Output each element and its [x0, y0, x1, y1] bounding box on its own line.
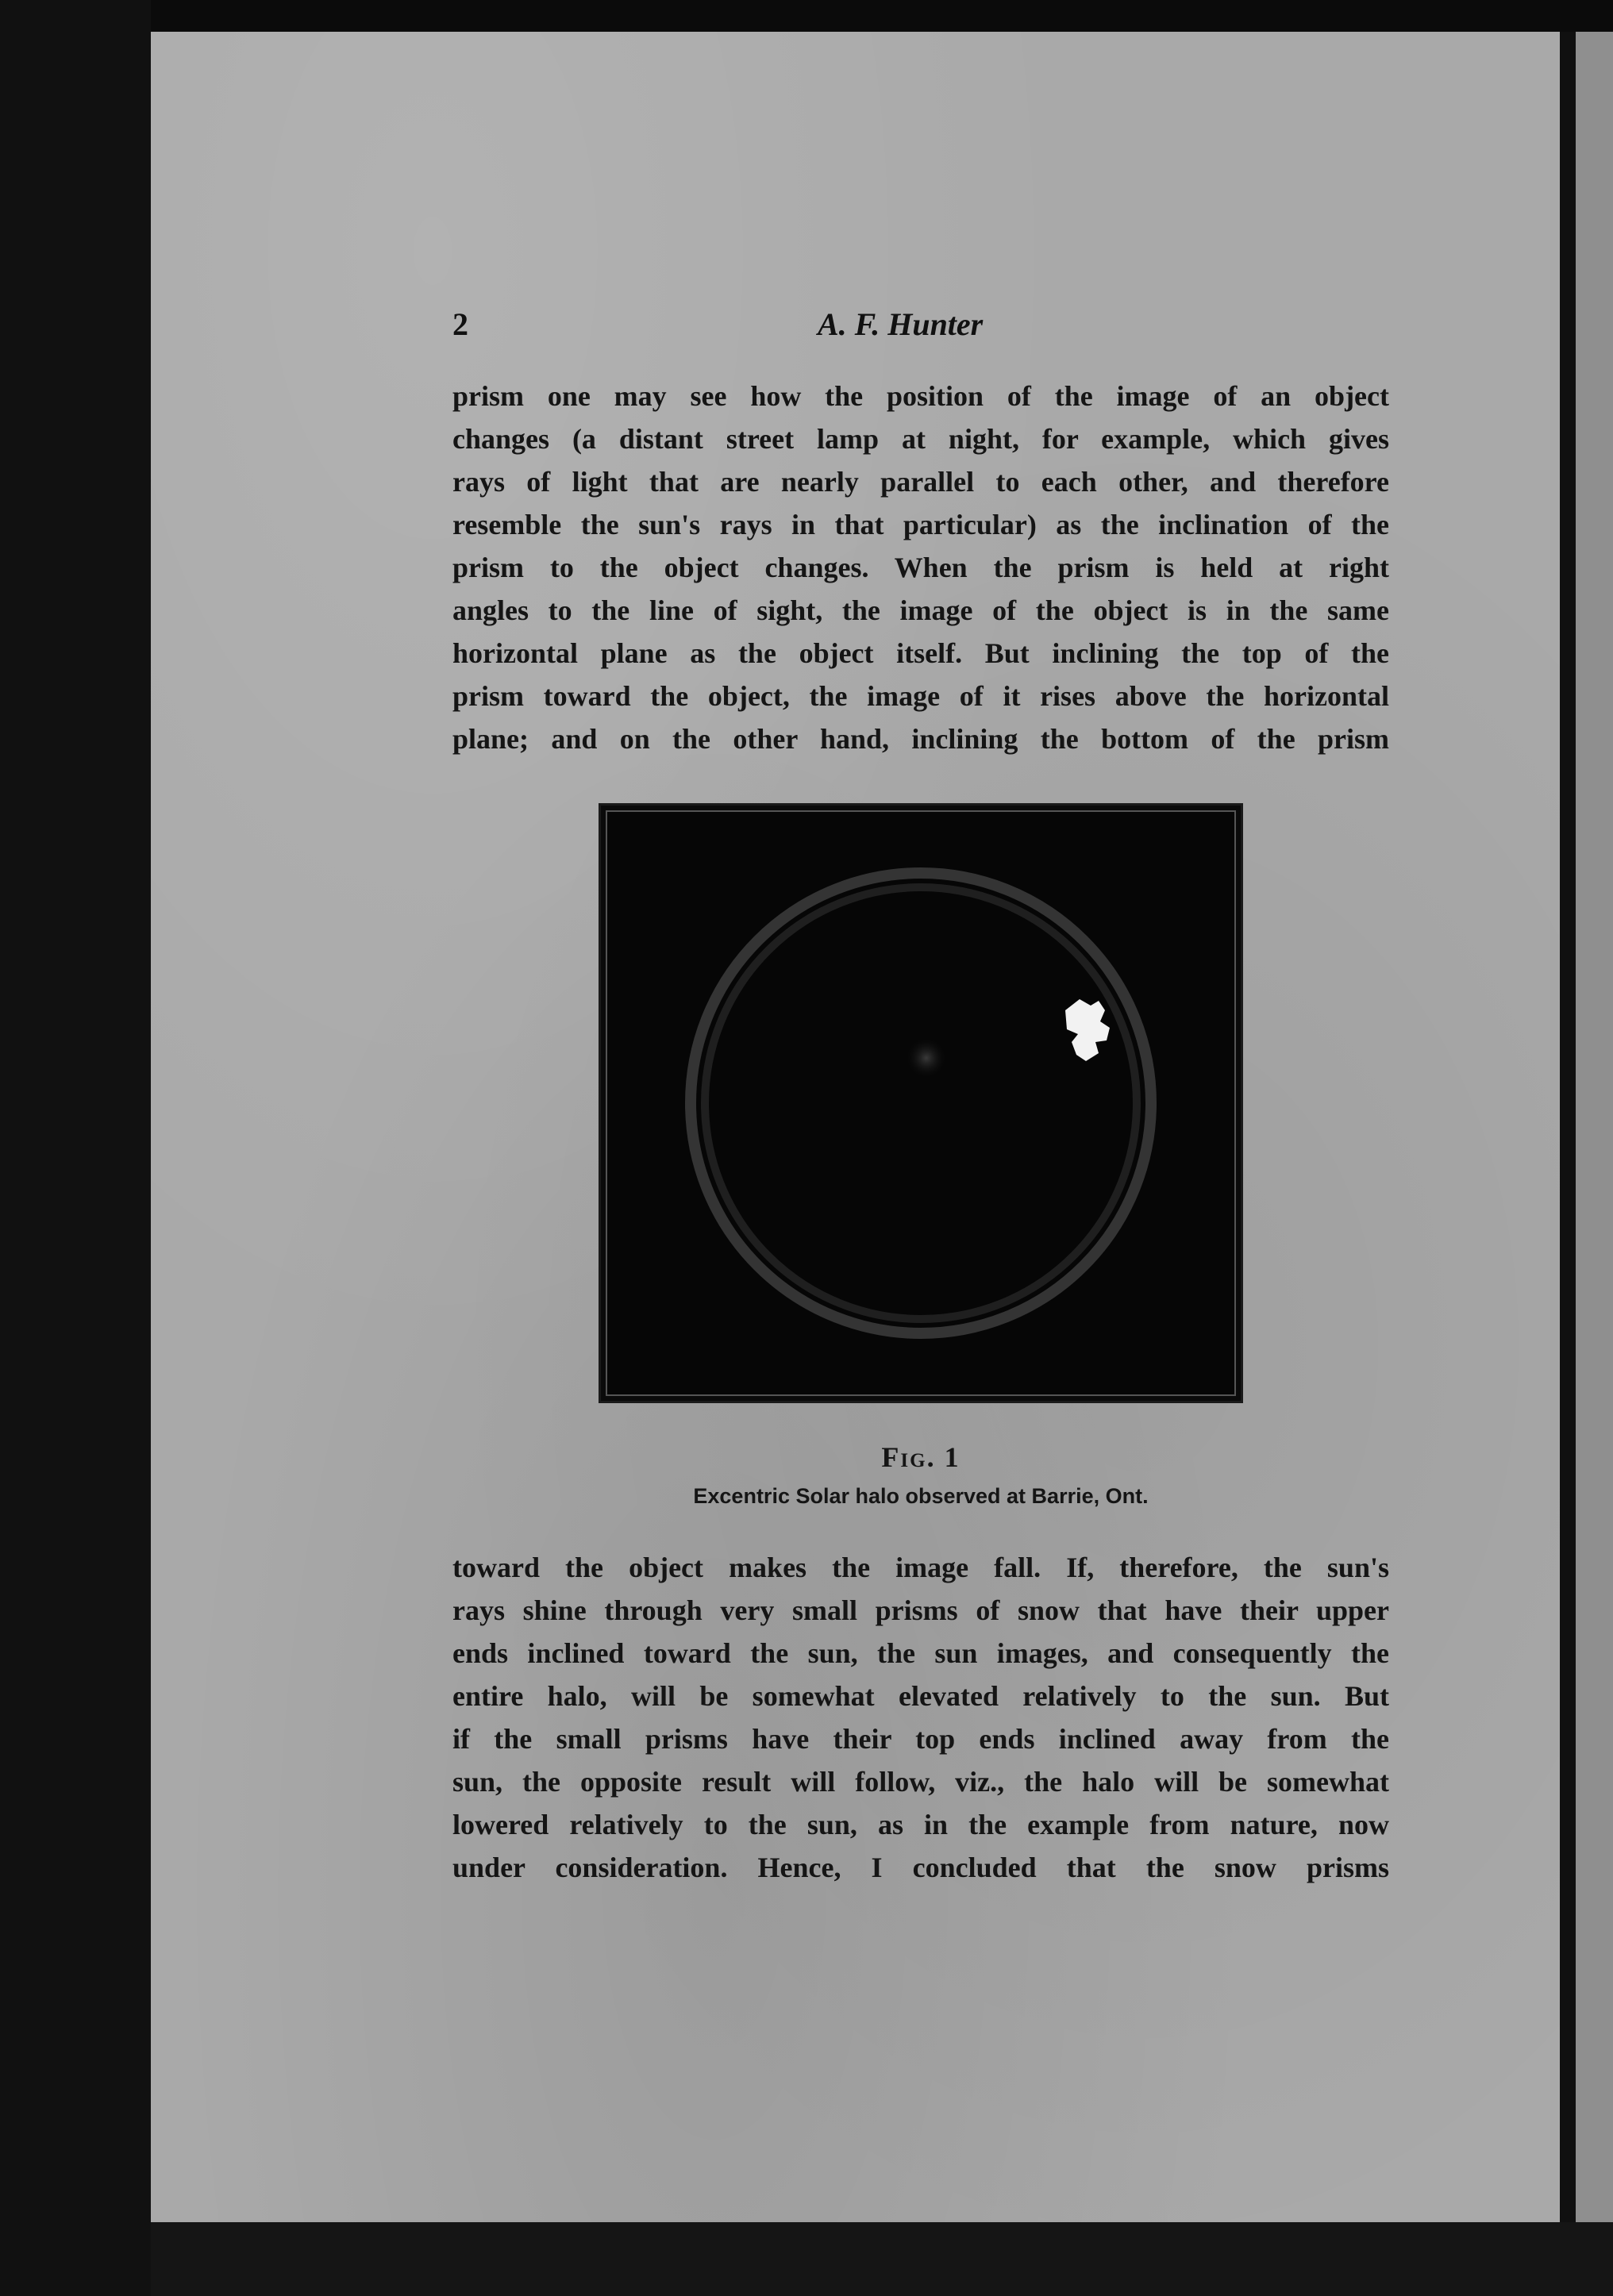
- running-head: A. F. Hunter: [818, 306, 984, 342]
- text-line: toward the object makes the image fall. If, therefore, the sun's: [452, 1552, 1389, 1583]
- text-line: prism toward the object, the image of it rises above the horizontal: [452, 680, 1389, 712]
- bright-patch: [1065, 999, 1110, 1061]
- text-line: horizontal plane as the object itself. But inclining the top of the: [452, 637, 1389, 669]
- body-text-top: [452, 375, 1389, 760]
- text-line: under consideration. Hence, I concluded that the snow prisms: [452, 1852, 1389, 1883]
- figure-caption: Excentric Solar halo observed at Barrie, Ont.: [693, 1484, 1149, 1508]
- text-line: entire halo, will be somewhat elevated relatively to the sun. But: [452, 1680, 1389, 1712]
- adjacent-page-edge: [1576, 32, 1613, 2222]
- text-line: resemble the sun's rays in that particular) as the inclination of the: [452, 509, 1389, 540]
- body-text-bottom: [452, 1546, 1389, 1889]
- text-line: plane; and on the other hand, inclining the bottom of the prism: [452, 723, 1389, 755]
- text-line: prism one may see how the position of the image of an object: [452, 380, 1389, 412]
- text-line: prism to the object changes. When the prism is held at right: [452, 552, 1389, 583]
- text-line: rays shine through very small prisms of snow that have their upper: [452, 1594, 1389, 1626]
- film-border-bottom: [151, 2222, 1613, 2296]
- figure-label: [599, 1440, 1243, 1474]
- text-line: angles to the line of sight, the image of the object is in the same: [452, 594, 1389, 626]
- page-gutter: [1560, 32, 1576, 2222]
- text-line: if the small prisms have their top ends inclined away from the: [452, 1723, 1389, 1755]
- text-line: rays of light that are nearly parallel to each other, and therefore: [452, 466, 1389, 498]
- halo-figure: [599, 803, 1243, 1403]
- figure-number: Fig. 1: [881, 1441, 960, 1473]
- text-line: sun, the opposite result will follow, viz., the halo will be somewhat: [452, 1766, 1389, 1798]
- page-number: 2: [452, 306, 468, 342]
- sun-spot: [906, 1037, 947, 1079]
- halo-ring-inner: [705, 887, 1137, 1319]
- film-border-left: [0, 0, 151, 2296]
- page-header: [452, 306, 1389, 353]
- text-line: changes (a distant street lamp at night, for example, which gives: [452, 423, 1389, 455]
- text-line: lowered relatively to the sun, as in the example from nature, now: [452, 1809, 1389, 1840]
- halo-ring-outer: [691, 873, 1151, 1333]
- text-line: ends inclined toward the sun, the sun images, and consequently the: [452, 1637, 1389, 1669]
- halo-illustration: [601, 806, 1241, 1401]
